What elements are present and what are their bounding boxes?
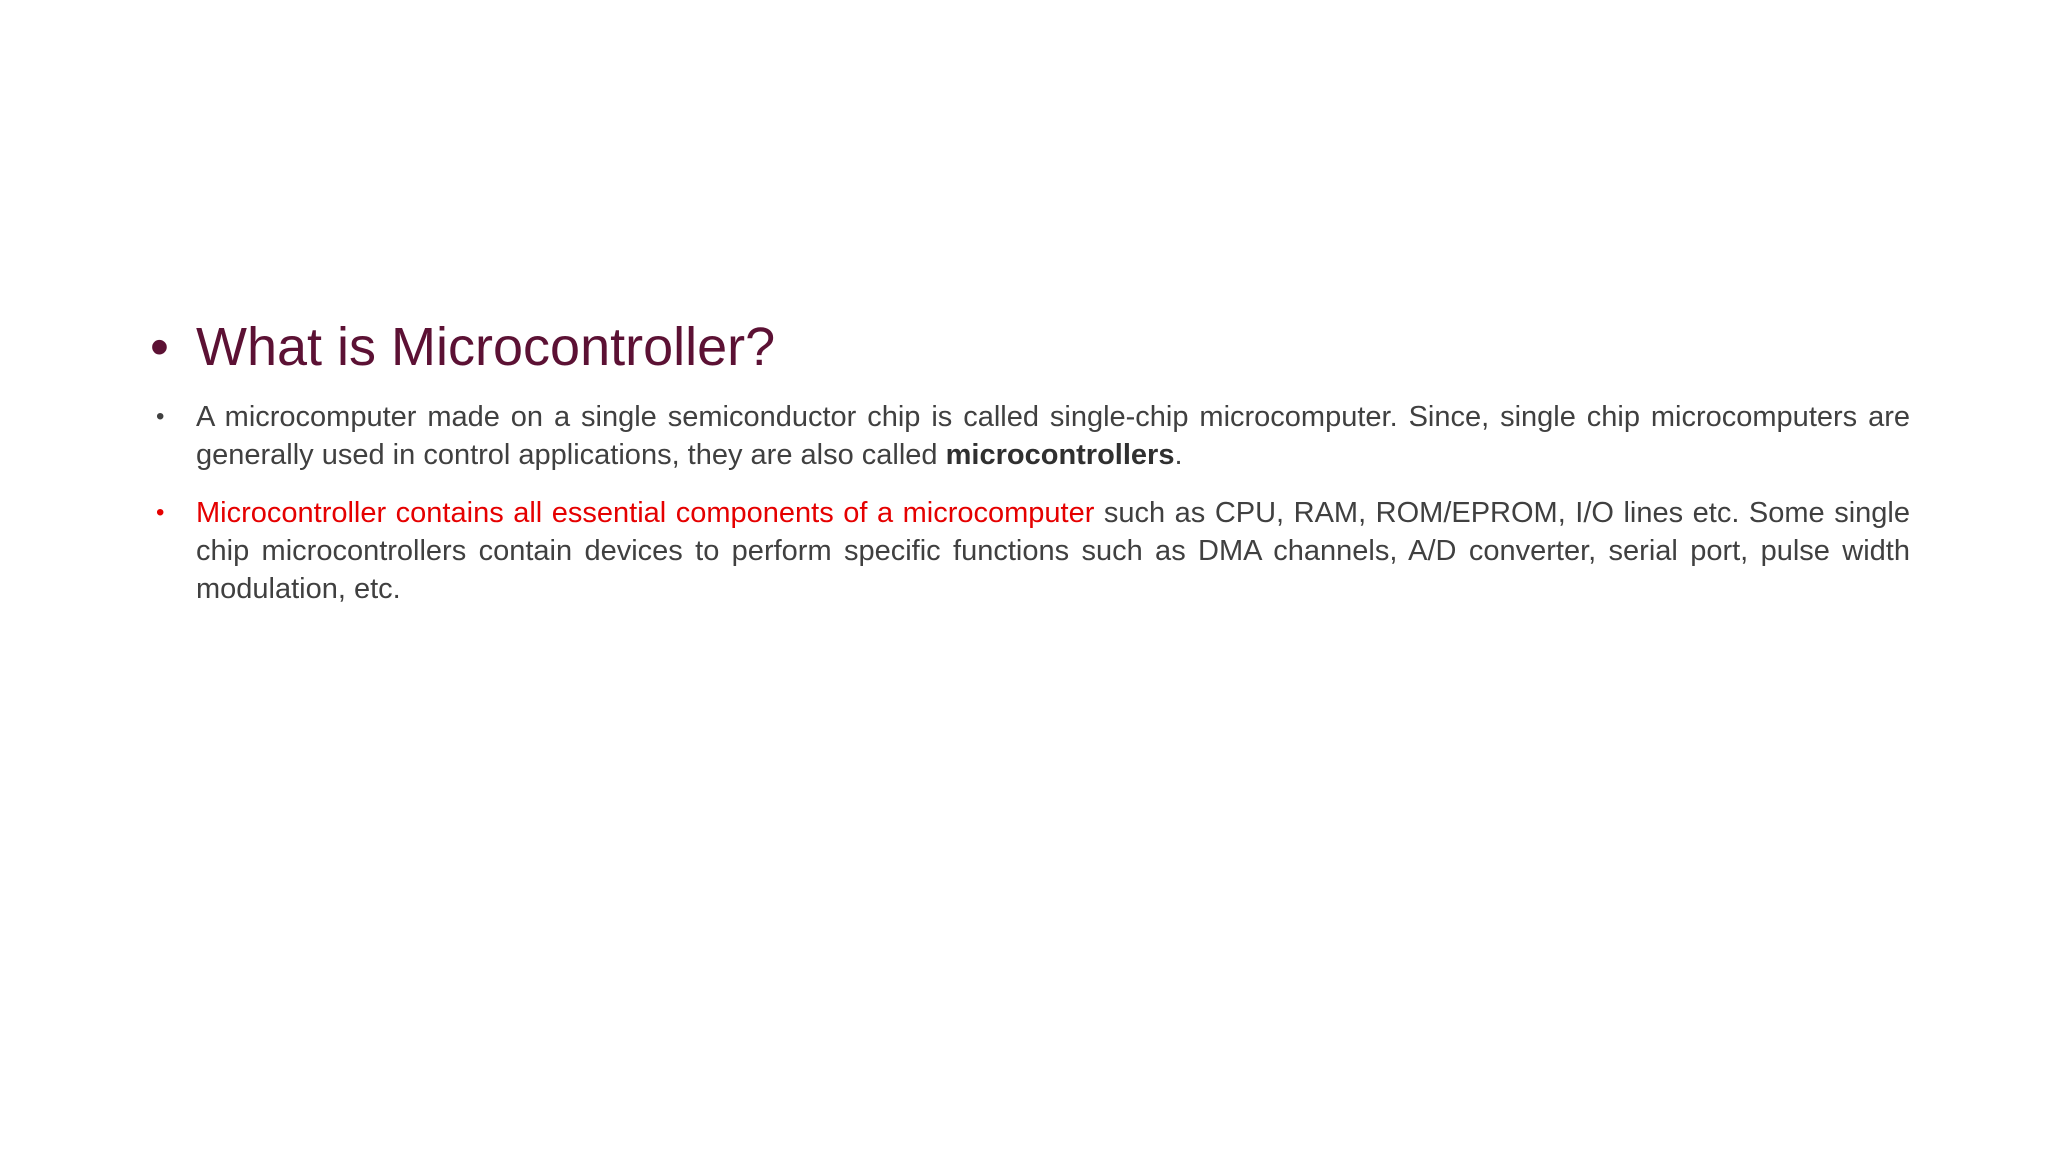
heading-text: What is Microcontroller?: [196, 317, 776, 377]
paragraph-text-end: .: [1174, 439, 1183, 471]
slide-content: [150, 312, 1910, 628]
bullet-icon: •: [156, 499, 165, 526]
paragraph-components: [150, 494, 1910, 608]
paragraph-definition: [150, 398, 1910, 474]
bold-term: microcontrollers: [945, 439, 1175, 471]
paragraph-text: A microcomputer made on a single semiconductor chip is called single-chip microcomputer. Since, single chip microcomputers are generally used in control applications, they are also called: [196, 401, 1910, 471]
highlighted-text: Microcontroller contains all essential components of a microcomputer: [196, 497, 1095, 529]
paragraph-text: such as CPU, RAM, ROM/EPROM, I/O lines etc. Some single chip microcontrollers contain devices to perform specific functions such as DMA channels, A/D converter, serial port, pulse width modulation, etc.: [196, 497, 1910, 605]
bullet-icon: •: [156, 403, 165, 430]
slide-heading: [150, 312, 1910, 382]
bullet-icon: •: [150, 317, 169, 377]
